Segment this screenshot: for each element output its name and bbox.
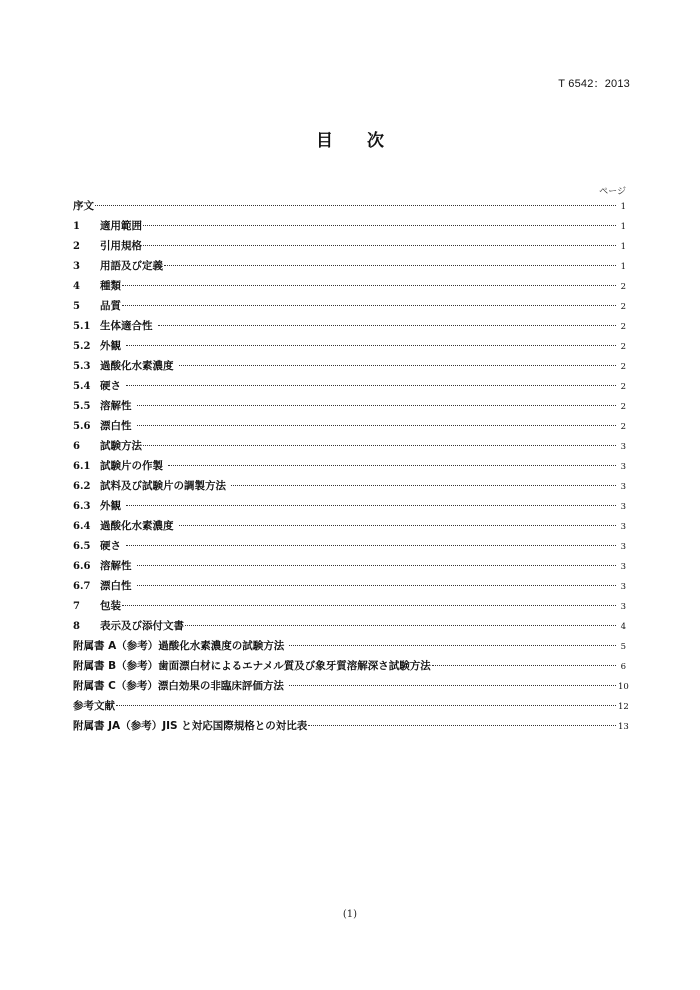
toc-entry-number: 6.7 xyxy=(73,581,91,592)
toc-entry[interactable] xyxy=(73,618,626,638)
toc-leader-dots xyxy=(95,205,616,206)
toc-entry-number: 5.3 xyxy=(73,361,91,372)
toc-leader-dots xyxy=(126,385,616,386)
toc-entry[interactable] xyxy=(73,218,626,238)
toc-entry-page: 2 xyxy=(620,282,626,292)
toc-entry-label: 溶解性 xyxy=(100,560,132,572)
toc-entry-label: 硬さ xyxy=(100,380,121,392)
toc-entry-page: 3 xyxy=(620,482,626,492)
toc-leader-dots xyxy=(137,405,617,406)
toc-leader-dots xyxy=(308,725,616,726)
toc-leader-dots xyxy=(231,485,616,486)
standard-number: T 6542：2013 xyxy=(558,78,630,90)
toc-entry-page: 5 xyxy=(620,642,626,652)
toc-entry-label: 附属書 A（参考）過酸化水素濃度の試験方法 xyxy=(73,640,285,652)
toc-leader-dots xyxy=(158,325,617,326)
toc-entry-page: 2 xyxy=(620,422,626,432)
toc-entry-number: 5.5 xyxy=(73,401,91,412)
toc-entry[interactable] xyxy=(73,458,626,478)
toc-entry[interactable] xyxy=(73,378,626,398)
toc-entry-page: 6 xyxy=(620,662,626,672)
toc-leader-dots xyxy=(126,345,616,346)
toc-leader-dots xyxy=(122,285,616,286)
toc-leader-dots xyxy=(185,625,616,626)
toc-leader-dots xyxy=(126,545,616,546)
toc-entry-page: 3 xyxy=(620,542,626,552)
toc-entry-number: 2 xyxy=(73,241,80,252)
toc-entry-page: 10 xyxy=(618,682,629,692)
toc-leader-dots xyxy=(289,645,616,646)
toc-leader-dots xyxy=(122,605,616,606)
toc-entry-page: 13 xyxy=(618,722,629,732)
toc-entry-label: 硬さ xyxy=(100,540,121,552)
toc-entry-label: 試験方法 xyxy=(100,440,142,452)
toc-entry-page: 4 xyxy=(620,622,626,632)
toc-entry-page: 3 xyxy=(620,602,626,612)
toc-entry[interactable] xyxy=(73,418,626,438)
toc-leader-dots xyxy=(137,425,617,426)
toc-entry-number: 6.3 xyxy=(73,501,91,512)
toc-entry-number: 5 xyxy=(73,301,80,312)
toc-entry-number: 7 xyxy=(73,601,80,612)
toc-entry[interactable] xyxy=(73,658,626,678)
toc-entry[interactable] xyxy=(73,318,626,338)
toc-entry-number: 6.4 xyxy=(73,521,91,532)
toc-entry-label: 漂白性 xyxy=(100,580,132,592)
toc-leader-dots xyxy=(116,705,616,706)
toc-entry-label: 参考文献 xyxy=(73,700,115,712)
toc-entry-label: 過酸化水素濃度 xyxy=(100,360,174,372)
toc-entry-label: 外観 xyxy=(100,500,121,512)
table-of-contents xyxy=(73,198,629,738)
toc-entry-label: 外観 xyxy=(100,340,121,352)
toc-entry-page: 3 xyxy=(620,582,626,592)
toc-entry-number: 5.4 xyxy=(73,381,91,392)
toc-leader-dots xyxy=(143,445,616,446)
toc-entry[interactable] xyxy=(73,198,626,218)
toc-entry[interactable] xyxy=(73,678,629,698)
footer-page-number: (1) xyxy=(342,909,358,920)
toc-entry[interactable] xyxy=(73,638,626,658)
toc-entry-page: 3 xyxy=(620,502,626,512)
toc-leader-dots xyxy=(143,225,616,226)
toc-entry[interactable] xyxy=(73,598,626,618)
toc-entry-label: 溶解性 xyxy=(100,400,132,412)
toc-entry[interactable] xyxy=(73,538,626,558)
toc-entry-page: 2 xyxy=(620,302,626,312)
toc-entry-label: 附属書 B（参考）歯面漂白材によるエナメル質及び象牙質溶解深さ試験方法 xyxy=(73,660,431,672)
toc-entry-page: 2 xyxy=(620,402,626,412)
toc-entry-label: 種類 xyxy=(100,280,121,292)
toc-entry-page: 1 xyxy=(620,202,626,212)
toc-entry[interactable] xyxy=(73,438,626,458)
toc-entry-number: 4 xyxy=(73,281,80,292)
toc-entry[interactable] xyxy=(73,338,626,358)
toc-leader-dots xyxy=(432,665,616,666)
toc-entry[interactable] xyxy=(73,578,626,598)
toc-entry[interactable] xyxy=(73,238,626,258)
toc-entry[interactable] xyxy=(73,258,626,278)
toc-entry-page: 1 xyxy=(620,222,626,232)
toc-entry-label: 生体適合性 xyxy=(100,320,153,332)
toc-entry-label: 試験片の作製 xyxy=(100,460,163,472)
toc-entry-label: 漂白性 xyxy=(100,420,132,432)
toc-leader-dots xyxy=(179,365,617,366)
toc-leader-dots xyxy=(126,505,616,506)
toc-entry-page: 3 xyxy=(620,522,626,532)
toc-entry-label: 序文 xyxy=(73,200,94,212)
toc-entry-number: 5.2 xyxy=(73,341,91,352)
toc-entry-label: 過酸化水素濃度 xyxy=(100,520,174,532)
toc-entry-number: 6.6 xyxy=(73,561,91,572)
toc-entry[interactable] xyxy=(73,718,629,738)
toc-entry[interactable] xyxy=(73,478,626,498)
toc-entry[interactable] xyxy=(73,398,626,418)
toc-entry-page: 2 xyxy=(620,342,626,352)
toc-entry[interactable] xyxy=(73,558,626,578)
toc-entry-number: 6.1 xyxy=(73,461,91,472)
toc-entry-number: 3 xyxy=(73,261,80,272)
toc-leader-dots xyxy=(289,685,616,686)
toc-leader-dots xyxy=(143,245,616,246)
toc-entry-page: 3 xyxy=(620,462,626,472)
toc-entry-label: 適用範囲 xyxy=(100,220,142,232)
toc-entry-label: 引用規格 xyxy=(100,240,142,252)
toc-entry-number: 6.5 xyxy=(73,541,91,552)
page-column-label: ページ xyxy=(599,187,626,197)
toc-entry-number: 6 xyxy=(73,441,80,452)
toc-entry-page: 1 xyxy=(620,262,626,272)
toc-entry[interactable] xyxy=(73,498,626,518)
toc-entry-page: 3 xyxy=(620,442,626,452)
toc-entry-label: 試料及び試験片の調製方法 xyxy=(100,480,226,492)
toc-entry[interactable] xyxy=(73,278,626,298)
toc-entry-label: 用語及び定義 xyxy=(100,260,163,272)
toc-entry-label: 包装 xyxy=(100,600,121,612)
toc-entry-number: 1 xyxy=(73,221,80,232)
toc-entry-number: 6.2 xyxy=(73,481,91,492)
toc-entry[interactable] xyxy=(73,518,626,538)
toc-leader-dots xyxy=(164,265,616,266)
toc-entry-page: 1 xyxy=(620,242,626,252)
toc-leader-dots xyxy=(122,305,616,306)
toc-entry-number: 5.6 xyxy=(73,421,91,432)
toc-entry-label: 附属書 C（参考）漂白効果の非臨床評価方法 xyxy=(73,680,284,692)
toc-entry[interactable] xyxy=(73,358,626,378)
toc-entry-page: 2 xyxy=(620,322,626,332)
toc-entry-number: 5.1 xyxy=(73,321,91,332)
toc-entry-number: 8 xyxy=(73,621,80,632)
toc-leader-dots xyxy=(137,585,617,586)
toc-entry-page: 3 xyxy=(620,562,626,572)
page-title: 目 次 xyxy=(316,131,398,151)
toc-leader-dots xyxy=(168,465,616,466)
toc-entry-page: 2 xyxy=(620,362,626,372)
toc-entry-label: 表示及び添付文書 xyxy=(100,620,184,632)
toc-entry-page: 12 xyxy=(618,702,629,712)
toc-leader-dots xyxy=(137,565,617,566)
toc-entry-page: 2 xyxy=(620,382,626,392)
toc-entry-label: 品質 xyxy=(100,300,121,312)
toc-entry-label: 附属書 JA（参考）JIS と対応国際規格との対比表 xyxy=(73,720,308,732)
toc-leader-dots xyxy=(179,525,617,526)
toc-entry[interactable] xyxy=(73,298,626,318)
toc-entry[interactable] xyxy=(73,698,629,718)
